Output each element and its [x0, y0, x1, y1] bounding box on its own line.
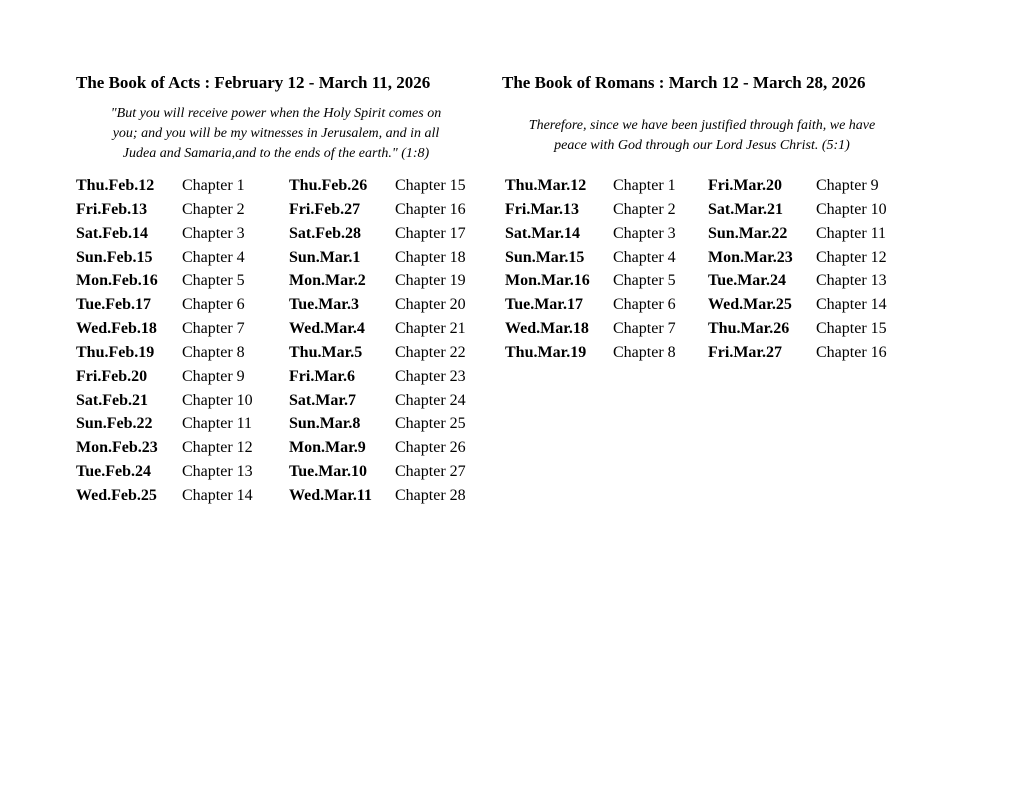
reading-chapter: Chapter 1 — [182, 177, 245, 194]
reading-date: Sat.Feb.21 — [76, 391, 148, 409]
reading-chapter: Chapter 27 — [395, 463, 466, 481]
reading-date: Mon.Mar.9 — [289, 439, 366, 457]
reading-date: Sat.Mar.14 — [505, 224, 580, 242]
reading-chapter: Chapter 2 — [182, 200, 245, 218]
romans-verse-line: peace with God through our Lord Jesus Christ. (5:1) — [554, 138, 850, 153]
reading-date: Tue.Mar.10 — [289, 463, 367, 481]
reading-chapter: Chapter 10 — [182, 391, 253, 409]
reading-chapter: Chapter 25 — [395, 415, 466, 433]
reading-date: Wed.Mar.11 — [289, 486, 372, 504]
reading-chapter: Chapter 20 — [395, 296, 466, 314]
reading-chapter: Chapter 24 — [395, 391, 466, 409]
reading-chapter: Chapter 1 — [613, 177, 676, 194]
reading-date: Thu.Feb.26 — [289, 177, 368, 194]
reading-chapter: Chapter 13 — [182, 463, 253, 481]
reading-chapter: Chapter 12 — [182, 439, 253, 457]
reading-chapter: Chapter 7 — [613, 320, 676, 338]
reading-chapter: Chapter 10 — [816, 200, 887, 218]
reading-date: Sun.Mar.1 — [289, 248, 361, 266]
reading-date: Fri.Mar.20 — [708, 177, 783, 194]
romans-verse-line: Therefore, since we have been justified through faith, we have — [528, 118, 876, 133]
reading-date: Fri.Feb.27 — [289, 200, 361, 218]
reading-date: Thu.Mar.19 — [505, 343, 587, 361]
reading-date: Thu.Feb.19 — [76, 343, 155, 361]
acts-verse-line: Judea and Samaria,and to the ends of the earth." (1:8) — [122, 146, 430, 161]
acts-verse-line: "But you will receive power when the Holy Spirit comes on — [110, 106, 442, 121]
reading-date: Fri.Mar.13 — [505, 200, 580, 218]
romans-verse — [502, 116, 902, 156]
reading-date: Tue.Feb.24 — [76, 463, 151, 481]
reading-chapter: Chapter 9 — [816, 177, 879, 194]
reading-date: Fri.Feb.20 — [76, 367, 148, 385]
reading-date: Tue.Feb.17 — [76, 296, 151, 314]
reading-date: Wed.Mar.25 — [708, 296, 792, 314]
reading-chapter: Chapter 4 — [182, 248, 245, 266]
reading-chapter: Chapter 28 — [395, 486, 466, 504]
reading-date: Sun.Feb.22 — [76, 415, 153, 433]
reading-date: Fri.Feb.13 — [76, 200, 148, 218]
reading-chapter: Chapter 3 — [613, 224, 676, 242]
reading-date: Sat.Feb.14 — [76, 224, 148, 242]
reading-date: Fri.Mar.6 — [289, 367, 356, 385]
reading-chapter: Chapter 14 — [182, 486, 253, 504]
reading-date: Tue.Mar.24 — [708, 272, 786, 290]
reading-chapter: Chapter 15 — [395, 177, 466, 194]
reading-chapter: Chapter 14 — [816, 296, 887, 314]
reading-chapter: Chapter 11 — [816, 224, 887, 242]
reading-date: Mon.Feb.23 — [76, 439, 158, 457]
reading-date: Sun.Mar.8 — [289, 415, 361, 433]
reading-date: Sat.Feb.28 — [289, 224, 361, 242]
reading-chapter: Chapter 15 — [816, 320, 887, 338]
reading-date: Tue.Mar.17 — [505, 296, 583, 314]
reading-chapter: Chapter 11 — [182, 415, 253, 433]
reading-chapter: Chapter 22 — [395, 343, 466, 361]
reading-date: Mon.Mar.16 — [505, 272, 590, 290]
reading-date: Sun.Feb.15 — [76, 248, 153, 266]
reading-chapter: Chapter 26 — [395, 439, 466, 457]
reading-date: Thu.Mar.26 — [708, 320, 790, 338]
reading-date: Wed.Feb.18 — [76, 320, 157, 338]
reading-chapter: Chapter 8 — [182, 343, 245, 361]
reading-date: Thu.Feb.12 — [76, 177, 155, 194]
reading-chapter: Chapter 23 — [395, 367, 466, 385]
reading-date: Thu.Mar.5 — [289, 343, 363, 361]
reading-chapter: Chapter 8 — [613, 343, 676, 361]
reading-date: Wed.Mar.18 — [505, 320, 589, 338]
reading-chapter: Chapter 3 — [182, 224, 245, 242]
reading-chapter: Chapter 6 — [182, 296, 245, 314]
reading-chapter: Chapter 7 — [182, 320, 245, 338]
reading-date: Tue.Mar.3 — [289, 296, 359, 314]
acts-verse — [76, 104, 476, 164]
reading-chapter: Chapter 19 — [395, 272, 466, 290]
acts-verse-line: you; and you will be my witnesses in Jerusalem, and in all — [112, 126, 440, 141]
romans-title: The Book of Romans : March 12 - March 28, 2026 — [502, 73, 866, 92]
reading-chapter: Chapter 2 — [613, 200, 676, 218]
reading-date: Wed.Feb.25 — [76, 486, 157, 504]
reading-date: Sat.Mar.7 — [289, 391, 356, 409]
reading-date: Mon.Feb.16 — [76, 272, 158, 290]
reading-chapter: Chapter 17 — [395, 224, 466, 242]
acts-title: The Book of Acts : February 12 - March 11, 2026 — [76, 73, 431, 92]
reading-chapter: Chapter 18 — [395, 248, 466, 266]
reading-date: Fri.Mar.27 — [708, 343, 783, 361]
reading-date: Sun.Mar.15 — [505, 248, 585, 266]
reading-chapter: Chapter 5 — [613, 272, 676, 290]
reading-date: Wed.Mar.4 — [289, 320, 365, 338]
reading-date: Thu.Mar.12 — [505, 177, 587, 194]
reading-chapter: Chapter 12 — [816, 248, 887, 266]
reading-date: Mon.Mar.23 — [708, 248, 793, 266]
reading-date: Sat.Mar.21 — [708, 200, 783, 218]
reading-chapter: Chapter 16 — [395, 200, 466, 218]
reading-chapter: Chapter 13 — [816, 272, 887, 290]
reading-chapter: Chapter 4 — [613, 248, 676, 266]
reading-date: Sun.Mar.22 — [708, 224, 788, 242]
reading-chapter: Chapter 16 — [816, 343, 887, 361]
reading-chapter: Chapter 6 — [613, 296, 676, 314]
reading-chapter: Chapter 5 — [182, 272, 245, 290]
reading-chapter: Chapter 9 — [182, 367, 245, 385]
reading-date: Mon.Mar.2 — [289, 272, 366, 290]
reading-chapter: Chapter 21 — [395, 320, 466, 338]
